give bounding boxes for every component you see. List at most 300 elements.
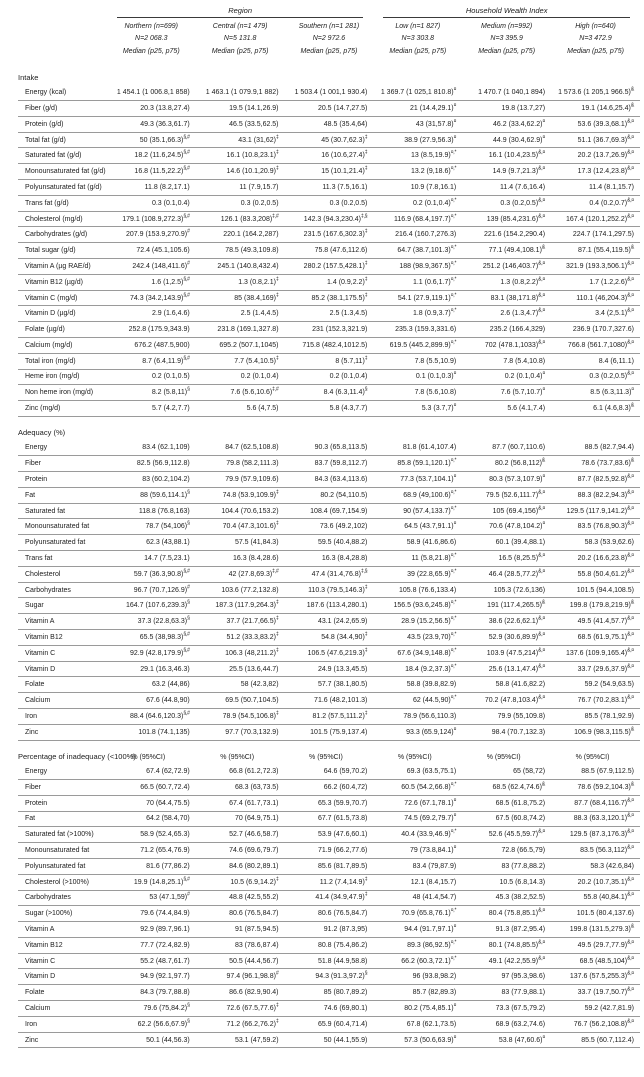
value-cell: 70.9 (65.8,76.1)¤,* bbox=[373, 906, 462, 922]
significance-marker: §,# bbox=[183, 150, 190, 156]
value-cell: 0.2 (0.1,0.4) bbox=[196, 369, 285, 385]
significance-marker: &,¤ bbox=[627, 371, 634, 378]
value-cell: 321.9 (193.3,506.1)&,¤ bbox=[551, 259, 640, 275]
value-cell: 118.8 (76.8,163) bbox=[107, 503, 196, 519]
value-cell: 10.5 (6.9,14.2)‡ bbox=[196, 874, 285, 890]
significance-marker: ¤ bbox=[542, 118, 546, 125]
row-label: Calcium bbox=[18, 1001, 107, 1017]
significance-marker: &,¤ bbox=[538, 955, 546, 962]
row-label: Cholesterol bbox=[18, 566, 107, 582]
value-cell: 167.4 (120.1,252.2)&,¤ bbox=[551, 211, 640, 227]
significance-marker: ¤,* bbox=[450, 339, 457, 346]
significance-marker: &,¤ bbox=[538, 663, 546, 670]
significance-marker: & bbox=[630, 923, 634, 930]
value-cell: 66.2 (60.3,72.1)¤,* bbox=[373, 953, 462, 969]
value-cell: 78.9 (56.6,110.3) bbox=[373, 709, 462, 725]
value-cell: 0.2 (0.1,0.4)¤ bbox=[462, 369, 551, 385]
section-subheader bbox=[196, 416, 285, 440]
value-cell: 129.5 (87.3,176.3)&,¤ bbox=[551, 827, 640, 843]
significance-marker: ‡ bbox=[364, 292, 368, 299]
corner-cell bbox=[18, 19, 107, 62]
value-cell: 7.7 (5.4,10.5)‡ bbox=[196, 353, 285, 369]
significance-marker: ‡ bbox=[275, 276, 279, 283]
value-cell: 46.5 (33.5,62.5) bbox=[196, 116, 285, 132]
significance-marker: ¤,* bbox=[450, 150, 457, 156]
significance-marker: ¤ bbox=[453, 844, 457, 851]
table-row bbox=[18, 582, 640, 598]
value-cell: 33.7 (19.7,50.7)&,¤ bbox=[551, 985, 640, 1001]
value-cell: 7.8 (5.5,10.9) bbox=[373, 353, 462, 369]
value-cell: 49.1 (42.2,55.9)&,¤ bbox=[462, 953, 551, 969]
value-cell: 0.2 (0.1,0.4)¤,* bbox=[373, 195, 462, 211]
table-row bbox=[18, 764, 640, 780]
row-label: Heme iron (mg/d) bbox=[18, 369, 107, 385]
value-cell: 70.4 (47.3,101.6)‡ bbox=[196, 519, 285, 535]
column-stat-label: Median (p25, p75) bbox=[567, 47, 624, 55]
table-row bbox=[18, 645, 640, 661]
table-row bbox=[18, 598, 640, 614]
value-cell: 85.2 (38.1,175.5)‡ bbox=[285, 290, 374, 306]
value-cell: 12.1 (8.4,15.7) bbox=[373, 874, 462, 890]
value-cell: 156.5 (93.6,245.8)¤,* bbox=[373, 598, 462, 614]
value-cell: 53.9 (47.6,60.1) bbox=[285, 827, 374, 843]
column-group-row bbox=[18, 6, 640, 19]
value-cell: 18.2 (11.6,24.5)§,# bbox=[107, 148, 196, 164]
value-cell: 85.8 (59.1,120.1)¤,* bbox=[373, 456, 462, 472]
value-cell: 53.8 (47,60.6)¤ bbox=[462, 1032, 551, 1048]
significance-marker: &,¤ bbox=[627, 694, 634, 701]
value-cell: 63.2 (44,86) bbox=[107, 677, 196, 693]
value-cell: 59.5 (40.4,88.2) bbox=[285, 535, 374, 551]
value-cell: 2.5 (1.4,4.5) bbox=[196, 306, 285, 322]
value-cell: 179.1 (108.9,272.3)§,# bbox=[107, 211, 196, 227]
column-weighted-n: N=2 972.6 bbox=[312, 35, 346, 43]
significance-marker: ‡ bbox=[275, 1018, 279, 1025]
significance-marker: ¤ bbox=[542, 386, 546, 393]
table-row bbox=[18, 890, 640, 906]
row-label: Zinc (mg/d) bbox=[18, 401, 107, 417]
significance-marker: &,¤ bbox=[538, 615, 546, 622]
value-cell: 11.3 (7.5,16.1) bbox=[285, 180, 374, 196]
significance-marker: ¤,* bbox=[450, 552, 457, 559]
table-row bbox=[18, 503, 640, 519]
significance-marker: §,# bbox=[183, 631, 190, 638]
value-cell: 110.3 (79.5,146.3)‡ bbox=[285, 582, 374, 598]
value-cell: 81.2 (57.5,111.2)‡ bbox=[285, 709, 374, 725]
value-cell: 50.5 (44.4,56.7) bbox=[196, 953, 285, 969]
value-cell: 38.9 (27.9,56.3)¤ bbox=[373, 132, 462, 148]
value-cell: 72.8 (66.5,79) bbox=[462, 843, 551, 859]
significance-marker: ¤ bbox=[453, 1034, 457, 1041]
significance-marker: &,¤ bbox=[538, 631, 546, 638]
value-cell: 85.6 (81.7,89.5) bbox=[285, 858, 374, 874]
significance-marker: & bbox=[541, 781, 546, 788]
row-label: Protein (g/d) bbox=[18, 116, 107, 132]
significance-marker: ¤ bbox=[453, 86, 457, 93]
significance-marker: ‡ bbox=[275, 600, 279, 607]
significance-marker: ¤,* bbox=[450, 568, 457, 575]
value-cell: 235.3 (159.3,331.6) bbox=[373, 322, 462, 338]
significance-marker: &,¤ bbox=[627, 150, 634, 156]
value-cell: 79.6 (75,84.2)§ bbox=[107, 1001, 196, 1017]
table-row bbox=[18, 874, 640, 890]
row-label: Vitamin A bbox=[18, 614, 107, 630]
value-cell: 83 (77.8,88.2) bbox=[462, 858, 551, 874]
significance-marker: &,¤ bbox=[538, 339, 546, 346]
value-cell: 33.7 (29.6,37.9)&,¤ bbox=[551, 661, 640, 677]
significance-marker: & bbox=[630, 600, 634, 607]
value-cell: 83.4 (79,87.9) bbox=[373, 858, 462, 874]
significance-marker: ‡ bbox=[275, 150, 279, 156]
value-cell: 70 (64.4,75.5) bbox=[107, 795, 196, 811]
value-cell: 17.3 (12.4,23.8)&,¤ bbox=[551, 164, 640, 180]
value-cell: 7.8 (5.4,10.8) bbox=[462, 353, 551, 369]
column-weighted-n: N=3 395.9 bbox=[490, 35, 523, 43]
column-weighted-n: N=5 131.8 bbox=[223, 35, 257, 43]
significance-marker: ‡ bbox=[275, 292, 279, 299]
table-row bbox=[18, 487, 640, 503]
column-header-1 bbox=[107, 19, 196, 62]
significance-marker: ¤ bbox=[542, 371, 546, 378]
value-cell: 16.3 (8.4,28.6) bbox=[196, 551, 285, 567]
value-cell: 108.4 (69.7,154.9) bbox=[285, 503, 374, 519]
table-row bbox=[18, 180, 640, 196]
value-cell: 48.5 (35.4,64) bbox=[285, 116, 374, 132]
significance-marker: &,¤ bbox=[627, 568, 634, 575]
table-row bbox=[18, 211, 640, 227]
value-cell: 93.3 (65.9,124)¤ bbox=[373, 724, 462, 740]
value-cell: 88 (59.6,114.1)§ bbox=[107, 487, 196, 503]
column-name: Medium (n=992) bbox=[481, 23, 533, 30]
value-cell: 68.9 (63.2,74.6) bbox=[462, 1016, 551, 1032]
section-subheader: % (95%CI) bbox=[486, 753, 521, 761]
section-header-row bbox=[18, 416, 640, 440]
row-label: Polyunsaturated fat bbox=[18, 858, 107, 874]
significance-marker: &,¤ bbox=[538, 197, 546, 204]
value-cell: 8.4 (6.3,11.4)§ bbox=[285, 385, 374, 401]
column-header-4 bbox=[373, 19, 462, 62]
significance-marker: ¤,* bbox=[450, 955, 457, 962]
value-cell: 58 (42.3,82) bbox=[196, 677, 285, 693]
significance-marker: §,# bbox=[183, 213, 190, 220]
significance-marker: ¤,* bbox=[450, 489, 457, 496]
section-subheader bbox=[462, 416, 551, 440]
significance-marker: &,¤ bbox=[627, 552, 634, 559]
significance-marker: ‡ bbox=[275, 876, 279, 883]
value-cell: 59.2 (54.9,63.5) bbox=[551, 677, 640, 693]
value-cell: 221.6 (154.2,290.4) bbox=[462, 227, 551, 243]
value-cell: 25.6 (13.1,47.4)&,¤ bbox=[462, 661, 551, 677]
value-cell: 1 573.6 (1 205,1 966.5)& bbox=[551, 85, 640, 101]
table-row bbox=[18, 369, 640, 385]
section-subheader bbox=[107, 416, 196, 440]
value-cell: 16.5 (8,25.5)&,¤ bbox=[462, 551, 551, 567]
value-cell: 82.5 (56.9,112.8) bbox=[107, 456, 196, 472]
row-label: Total fat (g/d) bbox=[18, 132, 107, 148]
value-cell: 67.4 (62,72.9) bbox=[107, 764, 196, 780]
significance-marker: §,# bbox=[183, 710, 190, 717]
significance-marker: &,¤ bbox=[627, 521, 634, 528]
significance-marker: ‡ bbox=[364, 876, 368, 883]
value-cell: 55.2 (48.7,61.7) bbox=[107, 953, 196, 969]
value-cell: 84.6 (80.2,89.1) bbox=[196, 858, 285, 874]
column-stat-label: Median (p25, p75) bbox=[122, 47, 180, 55]
value-cell: 80.1 (74.8,85.5)&,¤ bbox=[462, 937, 551, 953]
significance-marker: &,¤ bbox=[627, 339, 634, 346]
significance-marker: § bbox=[364, 386, 368, 393]
value-cell: 235.2 (166.4,329) bbox=[462, 322, 551, 338]
significance-marker: & bbox=[630, 244, 634, 251]
significance-marker: ‡ bbox=[275, 615, 279, 622]
value-cell: 92.9 (89.7,96.1) bbox=[107, 922, 196, 938]
significance-marker: &,¤ bbox=[627, 165, 634, 172]
value-cell: 224.7 (174.1,297.5) bbox=[551, 227, 640, 243]
row-label: Fiber (g/d) bbox=[18, 101, 107, 117]
significance-marker: & bbox=[541, 457, 546, 464]
significance-marker: ¤,* bbox=[450, 781, 457, 788]
value-cell: 280.2 (157.5,428.1)‡ bbox=[285, 259, 374, 275]
value-cell: 69.3 (63.5,75.1) bbox=[373, 764, 462, 780]
value-cell: 18.4 (9.2,37.3)¤,* bbox=[373, 661, 462, 677]
significance-marker: &,¤ bbox=[627, 489, 634, 496]
value-cell: 67.8 (62.1,73.5) bbox=[373, 1016, 462, 1032]
value-cell: 67.4 (61.7,73.1) bbox=[196, 795, 285, 811]
significance-marker: ¤,* bbox=[450, 600, 457, 607]
row-label: Fat bbox=[18, 811, 107, 827]
significance-marker: ‡ bbox=[364, 276, 368, 283]
significance-marker: &,¤ bbox=[627, 307, 634, 314]
significance-marker: ¤ bbox=[542, 521, 546, 528]
value-cell: 1.3 (0.8,2.2)&,¤ bbox=[462, 274, 551, 290]
value-cell: 188 (98.9,367.5)¤,* bbox=[373, 259, 462, 275]
significance-marker: # bbox=[187, 228, 190, 235]
value-cell: 14.9 (9.7,21.3)&,¤ bbox=[462, 164, 551, 180]
value-cell: 2.6 (1.3,4.7)&,¤ bbox=[462, 306, 551, 322]
section-subheader bbox=[107, 62, 196, 85]
table-row bbox=[18, 1001, 640, 1017]
value-cell: 50 (44.1,55.9) bbox=[285, 1032, 374, 1048]
value-cell: 10.5 (6.8,14.3) bbox=[462, 874, 551, 890]
table-row bbox=[18, 1016, 640, 1032]
value-cell: 106.3 (48,211.2)‡ bbox=[196, 645, 285, 661]
value-cell: 67.6 (44.8,90) bbox=[107, 693, 196, 709]
value-cell: 76.7 (70.2,83.1)&,¤ bbox=[551, 693, 640, 709]
value-cell: 199.8 (131.5,279.3)& bbox=[551, 922, 640, 938]
significance-marker: ‡ bbox=[275, 134, 279, 141]
row-label: Iron bbox=[18, 1016, 107, 1032]
value-cell: 74.6 (69,80.1) bbox=[285, 1001, 374, 1017]
value-cell: 80.3 (57.3,107.9)¤ bbox=[462, 472, 551, 488]
value-cell: 8.4 (6,11.1) bbox=[551, 353, 640, 369]
significance-marker: ¤ bbox=[631, 386, 634, 393]
value-cell: 79.8 (58.2,111.3) bbox=[196, 456, 285, 472]
row-label: Folate bbox=[18, 985, 107, 1001]
value-cell: 53.1 (47,59.2) bbox=[196, 1032, 285, 1048]
table-row bbox=[18, 274, 640, 290]
column-name: Southern (n=1 281) bbox=[298, 23, 360, 30]
value-cell: 106.9 (98.3,115.5)& bbox=[551, 724, 640, 740]
significance-marker: ¤ bbox=[453, 118, 457, 125]
value-cell: 11.2 (7.4,14.9)‡ bbox=[285, 874, 374, 890]
value-cell: 129.5 (117.9,141.2)&,¤ bbox=[551, 503, 640, 519]
significance-marker: # bbox=[187, 584, 190, 591]
table-row bbox=[18, 1032, 640, 1048]
value-cell: 90.3 (65.8,113.5) bbox=[285, 440, 374, 456]
value-cell: 0.3 (0.1,0.4) bbox=[107, 195, 196, 211]
value-cell: 50.1 (44,56.3) bbox=[107, 1032, 196, 1048]
value-cell: 46.4 (28.5,77.2)&,¤ bbox=[462, 566, 551, 582]
value-cell: 79.6 (74.4,84.9) bbox=[107, 906, 196, 922]
column-header-2 bbox=[196, 19, 285, 62]
table-row bbox=[18, 101, 640, 117]
significance-marker: ‡ bbox=[364, 260, 368, 267]
significance-marker: &,¤ bbox=[538, 552, 546, 559]
value-cell: 8.2 (5.8,11)§ bbox=[107, 385, 196, 401]
value-cell: 7.6 (5.7,10.7)¤ bbox=[462, 385, 551, 401]
row-label: Vitamin D bbox=[18, 969, 107, 985]
value-cell: 49.5 (29.7,77.9)&,¤ bbox=[551, 937, 640, 953]
significance-marker: ¤,* bbox=[450, 197, 457, 204]
value-cell: 84.7 (62.5,108.8) bbox=[196, 440, 285, 456]
significance-marker: ‡ bbox=[275, 489, 279, 496]
significance-marker: ¤ bbox=[453, 134, 457, 141]
significance-marker: § bbox=[187, 615, 190, 622]
significance-marker: # bbox=[187, 892, 190, 899]
row-label: Monounsaturated fat (g/d) bbox=[18, 164, 107, 180]
row-label: Sugar bbox=[18, 598, 107, 614]
value-cell: 62.2 (56.6,67.9)§ bbox=[107, 1016, 196, 1032]
significance-marker: &,¤ bbox=[538, 505, 546, 512]
column-header-row bbox=[18, 19, 640, 62]
value-cell: 83.7 (59.8,112.7) bbox=[285, 456, 374, 472]
significance-marker: &,¤ bbox=[627, 197, 634, 204]
value-cell: 85 (38.4,169)‡ bbox=[196, 290, 285, 306]
value-cell: 55.8 (50.4,61.2)&,¤ bbox=[551, 566, 640, 582]
significance-marker: &,¤ bbox=[538, 276, 546, 283]
significance-marker: ‡ bbox=[275, 631, 279, 638]
value-cell: 46.2 (33.4,62.2)¤ bbox=[462, 116, 551, 132]
row-label: Saturated fat bbox=[18, 503, 107, 519]
value-cell: 231 (152.3,321.9) bbox=[285, 322, 374, 338]
row-label: Iron bbox=[18, 709, 107, 725]
value-cell: 103.6 (77.2,132.8) bbox=[196, 582, 285, 598]
section-subheader: % (95%CI) bbox=[220, 753, 255, 761]
value-cell: 87.1 (55.4,119.5)& bbox=[551, 243, 640, 259]
significance-marker: ¤ bbox=[453, 726, 457, 733]
significance-marker: ¤ bbox=[453, 923, 457, 930]
table-row bbox=[18, 677, 640, 693]
table-row bbox=[18, 551, 640, 567]
row-label: Carbohydrates bbox=[18, 582, 107, 598]
row-label: Saturated fat (g/d) bbox=[18, 148, 107, 164]
value-cell: 64.5 (43.7,91.1)¤ bbox=[373, 519, 462, 535]
row-label: Vitamin C bbox=[18, 645, 107, 661]
significance-marker: ‡ bbox=[275, 647, 279, 654]
value-cell: 51.8 (44.9,58.8) bbox=[285, 953, 374, 969]
value-cell: 62 (44.5,90)¤,* bbox=[373, 693, 462, 709]
column-header-3 bbox=[285, 19, 374, 62]
value-cell: 80.2 (56.8,112)& bbox=[462, 456, 551, 472]
value-cell: 16.1 (10.4,23.5)&,¤ bbox=[462, 148, 551, 164]
value-cell: 715.8 (482.4,1012.5) bbox=[285, 338, 374, 354]
value-cell: 49.3 (36.3,61.7) bbox=[107, 116, 196, 132]
value-cell: 20.2 (16.6,23.8)&,¤ bbox=[551, 551, 640, 567]
value-cell: 62.3 (43,88.1) bbox=[107, 535, 196, 551]
significance-marker: &,¤ bbox=[627, 892, 634, 899]
row-label: Energy bbox=[18, 440, 107, 456]
value-cell: 70.2 (47.8,103.4)&,¤ bbox=[462, 693, 551, 709]
value-cell: 83 (60.2,104.2) bbox=[107, 472, 196, 488]
value-cell: 51.2 (33.3,83.2)‡ bbox=[196, 630, 285, 646]
value-cell: 80.2 (54,110.5) bbox=[285, 487, 374, 503]
table-row bbox=[18, 827, 640, 843]
significance-marker: &,¤ bbox=[538, 292, 546, 299]
value-cell: 11.4 (8.1,15.7) bbox=[551, 180, 640, 196]
significance-marker: &,¤ bbox=[627, 260, 634, 267]
row-label: Monounsaturated fat bbox=[18, 519, 107, 535]
row-label: Fiber bbox=[18, 779, 107, 795]
significance-marker: ‡ bbox=[364, 150, 368, 156]
row-label: Polyunsaturated fat bbox=[18, 535, 107, 551]
value-cell: 695.2 (507.1,1045) bbox=[196, 338, 285, 354]
value-cell: 0.2 (0.1,0.4) bbox=[285, 369, 374, 385]
value-cell: 91.3 (87.2,95.4) bbox=[462, 922, 551, 938]
value-cell: 88.3 (82.2,94.3)&,¤ bbox=[551, 487, 640, 503]
column-group-header-wealth bbox=[373, 6, 640, 19]
value-cell: 80.6 (76.5,84.7) bbox=[196, 906, 285, 922]
value-cell: 11 (7.9,15.7) bbox=[196, 180, 285, 196]
value-cell: 78.5 (49.3,109.8) bbox=[196, 243, 285, 259]
value-cell: 97.4 (96.1,98.8)# bbox=[196, 969, 285, 985]
significance-marker: ‡ bbox=[275, 355, 279, 362]
value-cell: 54.8 (34.4,90)‡ bbox=[285, 630, 374, 646]
value-cell: 20.5 (14.7,27.5) bbox=[285, 101, 374, 117]
significance-marker: &,¤ bbox=[627, 663, 634, 670]
value-cell: 47.4 (31.4,76.8)‡,§ bbox=[285, 566, 374, 582]
table-row bbox=[18, 85, 640, 101]
value-cell: 41.4 (34.9,47.9)‡ bbox=[285, 890, 374, 906]
table-row bbox=[18, 922, 640, 938]
value-cell: 3.4 (2,5.1)&,¤ bbox=[551, 306, 640, 322]
significance-marker: &,¤ bbox=[538, 307, 546, 314]
significance-marker: &,¤ bbox=[538, 213, 546, 220]
section-subheader bbox=[285, 416, 374, 440]
value-cell: 231.8 (169.1,327.8) bbox=[196, 322, 285, 338]
significance-marker: &,¤ bbox=[627, 292, 634, 299]
value-cell: 79.9 (55,109.8) bbox=[462, 709, 551, 725]
value-cell: 88.5 (82.7,94.4) bbox=[551, 440, 640, 456]
row-label: Non heme iron (mg/d) bbox=[18, 385, 107, 401]
significance-marker: & bbox=[630, 86, 634, 93]
table-row bbox=[18, 353, 640, 369]
value-cell: 39 (22.8,65.9)¤,* bbox=[373, 566, 462, 582]
value-cell: 43.1 (31,62)‡ bbox=[196, 132, 285, 148]
significance-marker: &,¤ bbox=[538, 489, 546, 496]
value-cell: 80.4 (75.8,85.1)&,¤ bbox=[462, 906, 551, 922]
value-cell: 137.6 (109.9,165.4)&,¤ bbox=[551, 645, 640, 661]
section-title: Percentage of inadequacy (<100%) bbox=[18, 751, 136, 761]
significance-marker: &,¤ bbox=[538, 165, 546, 172]
row-label: Cholesterol (>100%) bbox=[18, 874, 107, 890]
significance-marker: §,# bbox=[183, 876, 190, 883]
value-cell: 29.1 (16.3,46.3) bbox=[107, 661, 196, 677]
significance-marker: ‡ bbox=[275, 1002, 279, 1009]
value-cell: 64.6 (59,70.2) bbox=[285, 764, 374, 780]
value-cell: 24.9 (13.3,45.5) bbox=[285, 661, 374, 677]
value-cell: 1.7 (1.2,2.6)&,¤ bbox=[551, 274, 640, 290]
value-cell: 1 463.1 (1 079.9,1 882) bbox=[196, 85, 285, 101]
significance-marker: &,¤ bbox=[627, 876, 634, 883]
